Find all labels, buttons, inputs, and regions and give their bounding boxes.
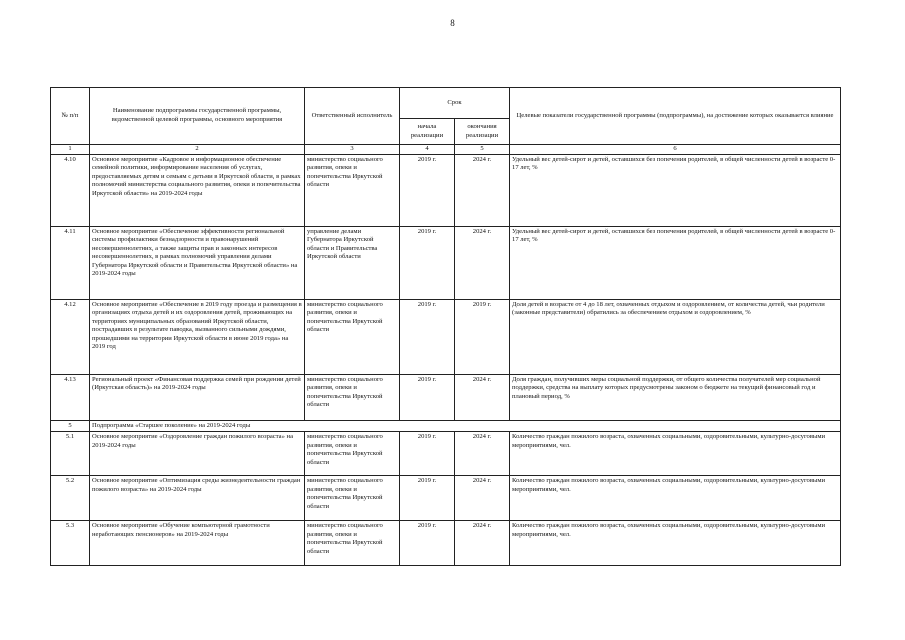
row-indicator: Количество граждан пожилого возраста, охваченных социальными, оздоровительными, культурно-досуговыми мероприятиями, чел.	[510, 476, 841, 521]
row-number: 4.13	[51, 374, 90, 420]
row-name: Основное мероприятие «Обеспечение в 2019 году проезда и размещения в организациях отдыха детей и их оздоровления детей, проживающих на территориях муниципальных образований Иркутской области, пострадавших в результате паводка, вызванного сильными дождями, прошедшими на территории Иркутской области в июне 2019 года» на 2019 год	[90, 299, 305, 374]
row-executor: министерство социального развития, опеки и попечительства Иркутской области	[305, 521, 400, 566]
row-number: 4.11	[51, 226, 90, 299]
table-row	[51, 226, 841, 299]
table-row	[51, 521, 841, 566]
index-cell: 4	[400, 145, 455, 155]
index-cell: 6	[510, 145, 841, 155]
row-start: 2019 г.	[400, 226, 455, 299]
table-row	[51, 374, 841, 420]
row-end: 2024 г.	[455, 226, 510, 299]
page-number: 8	[450, 18, 455, 28]
row-end: 2024 г.	[455, 374, 510, 420]
row-end: 2024 г.	[455, 154, 510, 226]
index-cell: 2	[90, 145, 305, 155]
row-executor: министерство социального развития, опеки и попечительства Иркутской области	[305, 299, 400, 374]
row-executor: министерство социального развития, опеки и попечительства Иркутской области	[305, 154, 400, 226]
row-start: 2019 г.	[400, 154, 455, 226]
header-term: Срок	[400, 88, 510, 119]
row-start: 2019 г.	[400, 476, 455, 521]
row-start: 2019 г.	[400, 374, 455, 420]
row-indicator: Количество граждан пожилого возраста, охваченных социальными, оздоровительными, культурно-досуговыми мероприятиями, чел.	[510, 521, 841, 566]
index-cell: 5	[455, 145, 510, 155]
row-indicator: Удельный вес детей-сирот и детей, оставшихся без попечения родителей, в общей численности детей в возрасте 0-17 лет, %	[510, 226, 841, 299]
row-name: Основное мероприятие «Оптимизация среды жизнедеятельности граждан пожилого возраста» на 2019-2024 годы	[90, 476, 305, 521]
row-name: Основное мероприятие «Обеспечение эффективности региональной системы профилактики безнадзорности и правонарушений несовершеннолетних, а также защиты прав и законных интересов несовершеннолетних, в рамках полномочий управления делами Губернатора Иркутской области и Правительства Иркутской области» на 2019-2024 годы	[90, 226, 305, 299]
row-end: 2024 г.	[455, 432, 510, 476]
row-number: 5.2	[51, 476, 90, 521]
row-number: 4.12	[51, 299, 90, 374]
subprogram-row	[51, 420, 841, 432]
row-executor: министерство социального развития, опеки и попечительства Иркутской области	[305, 432, 400, 476]
index-row	[51, 145, 841, 155]
table-row	[51, 476, 841, 521]
table-row	[51, 432, 841, 476]
row-number: 5.1	[51, 432, 90, 476]
header-num: № п/п	[51, 88, 90, 145]
program-table	[50, 87, 841, 566]
row-number: 4.10	[51, 154, 90, 226]
table-row	[51, 299, 841, 374]
header-name: Наименование подпрограммы государственной программы, ведомственной целевой программы, основного мероприятия	[90, 88, 305, 145]
row-start: 2019 г.	[400, 432, 455, 476]
row-name: Основное мероприятие «Оздоровление граждан пожилого возраста» на 2019-2024 годы	[90, 432, 305, 476]
header-end: окончания реализации	[455, 119, 510, 145]
row-executor: министерство социального развития, опеки и попечительства Иркутской области	[305, 374, 400, 420]
row-indicator: Количество граждан пожилого возраста, охваченных социальными, оздоровительными, культурно-досуговыми мероприятиями, чел.	[510, 432, 841, 476]
index-cell: 1	[51, 145, 90, 155]
row-indicator: Удельный вес детей-сирот и детей, оставшихся без попечения родителей, в общей численности детей в возрасте 0-17 лет, %	[510, 154, 841, 226]
row-indicator: Доля детей в возрасте от 4 до 18 лет, охваченных отдыхом и оздоровлением, от количества детей, чьи родители (законные представители) обратились за обеспечением отдыхом и оздоровлением, %	[510, 299, 841, 374]
subprogram-title: Подпрограмма «Старшее поколение» на 2019-2024 годы	[90, 420, 841, 432]
header-indicators: Целевые показатели государственной программы (подпрограммы), на достижение которых оказывается влияние	[510, 88, 841, 145]
row-indicator: Доля граждан, получивших меры социальной поддержки, от общего количества получателей мер социальной поддержки, средства на выплату которых предусмотрены законом о бюджете на текущий финансовый год и плановый период, %	[510, 374, 841, 420]
table-row	[51, 154, 841, 226]
row-executor: министерство социального развития, опеки и попечительства Иркутской области	[305, 476, 400, 521]
row-start: 2019 г.	[400, 521, 455, 566]
row-name: Основное мероприятие «Обучение компьютерной грамотности неработающих пенсионеров» на 2019-2024 годы	[90, 521, 305, 566]
index-cell: 3	[305, 145, 400, 155]
subprogram-number: 5	[51, 420, 90, 432]
row-number: 5.3	[51, 521, 90, 566]
row-end: 2024 г.	[455, 476, 510, 521]
row-start: 2019 г.	[400, 299, 455, 374]
header-start: начала реализации	[400, 119, 455, 145]
header-executor: Ответственный исполнитель	[305, 88, 400, 145]
row-name: Основное мероприятие «Кадровое и информационное обеспечение семейной политики, информирование населения об услугах, предоставляемых детям и семьям с детьми в Иркутской области, в рамках полномочий министерства социального развития, опеки и попечительства Иркутской области» на 2019-2024 годы	[90, 154, 305, 226]
row-end: 2019 г.	[455, 299, 510, 374]
row-end: 2024 г.	[455, 521, 510, 566]
row-name: Региональный проект «Финансовая поддержка семей при рождении детей (Иркутская область)» на 2019-2024 годы	[90, 374, 305, 420]
row-executor: управление делами Губернатора Иркутской области и Правительства Иркутской области	[305, 226, 400, 299]
